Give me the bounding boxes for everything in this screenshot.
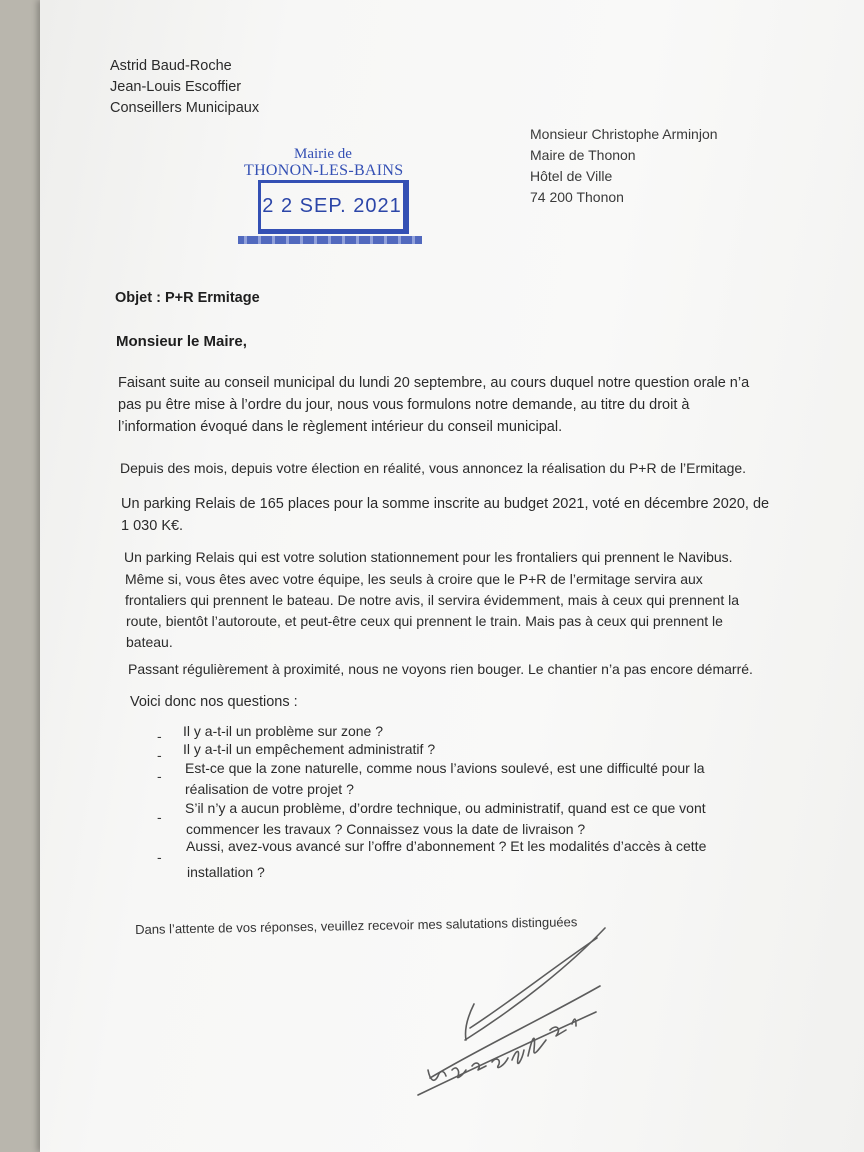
para-4-line-1: Un parking Relais qui est votre solution stationnement pour les frontaliers qui prennent le Navibus.: [124, 549, 733, 565]
question-4-line-2: commencer les travaux ? Connaissez vous la date de livraison ?: [186, 821, 586, 837]
bullet-marker: -: [157, 768, 162, 784]
stamp-line-2: THONON-LES-BAINS: [244, 162, 404, 179]
question-3-line-2: réalisation de votre projet ?: [185, 781, 354, 797]
para-2-line-1: Depuis des mois, depuis votre élection en réalité, vous annoncez la réalisation du P+R de l’Ermitage.: [120, 460, 747, 476]
salutation: Monsieur le Maire,: [116, 333, 247, 350]
para-4-line-4: route, bientôt l’autoroute, et peut-être ceux qui prennent le train. Mais pas à ceux qui prennent le: [126, 613, 723, 629]
recipient-line-4: 74 200 Thonon: [530, 189, 624, 205]
question-4-line-1: S’il n’y a aucun problème, d’ordre technique, ou administratif, quand est ce que vont: [185, 800, 706, 816]
para-4-line-2: Même si, vous êtes avec votre équipe, les seuls à croire que le P+R de l’ermitage servira aux: [125, 571, 703, 587]
para-5-line-1: Passant régulièrement à proximité, nous ne voyons rien bouger. Le chantier n’a pas encore démarré.: [128, 661, 753, 677]
recipient-line-3: Hôtel de Ville: [530, 168, 613, 184]
para-3-line-2: 1 030 K€.: [121, 518, 184, 534]
question-5-line-2: installation ?: [187, 864, 265, 880]
para-3-line-1: Un parking Relais de 165 places pour la somme inscrite au budget 2021, voté en décembre 2020, de: [121, 496, 770, 512]
reception-stamp: [238, 140, 424, 252]
question-2-line-1: Il y a-t-il un empêchement administratif ?: [183, 741, 436, 757]
stamp-date: 2 2 SEP. 2021: [258, 180, 409, 234]
para-1-line-3: l’information évoqué dans le règlement intérieur du conseil municipal.: [118, 419, 563, 435]
recipient-line-1: Monsieur Christophe Arminjon: [530, 126, 718, 142]
sender-name-1: Astrid Baud-Roche: [110, 58, 232, 74]
question-3-line-1: Est-ce que la zone naturelle, comme nous l’avions soulevé, est une difficulté pour la: [185, 760, 705, 776]
bullet-marker: -: [157, 747, 162, 763]
para-1-line-1: Faisant suite au conseil municipal du lundi 20 septembre, au cours duquel notre question orale n’a: [118, 375, 750, 391]
sender-role: Conseillers Municipaux: [110, 100, 260, 116]
para-1-line-2: pas pu être mise à l’ordre du jour, nous vous formulons notre demande, au titre du droit à: [118, 397, 690, 413]
question-1-line-1: Il y a-t-il un problème sur zone ?: [183, 723, 383, 739]
handwritten-signature: [400, 920, 620, 1100]
para-6-line-1: Voici donc nos questions :: [130, 694, 298, 710]
bullet-marker: -: [157, 809, 162, 825]
subject: Objet : P+R Ermitage: [115, 290, 260, 306]
para-4-line-5: bateau.: [126, 634, 173, 650]
sender-name-2: Jean-Louis Escoffier: [110, 79, 242, 95]
bullet-marker: -: [157, 849, 162, 865]
para-4-line-3: frontaliers qui prennent le bateau. De notre avis, il servira évidemment, mais à ceux qui prennent la: [125, 592, 739, 608]
stamp-line-1: Mairie de: [294, 146, 352, 162]
stamp-border-bar: [238, 236, 422, 244]
recipient-line-2: Maire de Thonon: [530, 147, 636, 163]
bullet-marker: -: [157, 728, 162, 744]
closing-line: Dans l’attente de vos réponses, veuillez recevoir mes salutations distinguées: [135, 914, 578, 937]
question-5-line-1: Aussi, avez-vous avancé sur l’offre d’abonnement ? Et les modalités d’accès à cette: [186, 838, 707, 854]
